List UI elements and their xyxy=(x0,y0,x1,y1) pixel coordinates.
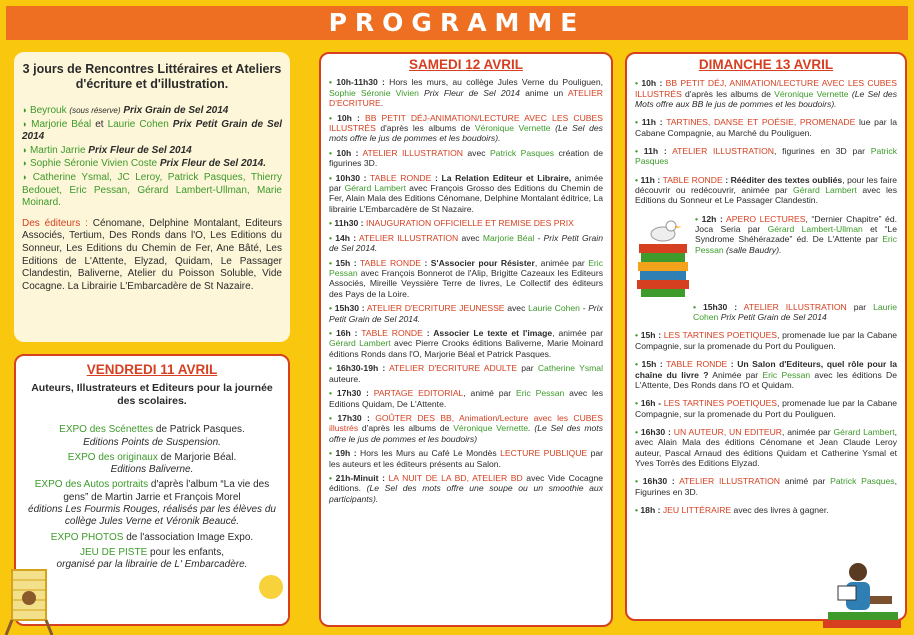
event-text: Eric Pessan xyxy=(515,388,565,399)
event-text: d'après les albums de xyxy=(358,423,454,434)
event-time: 10h : xyxy=(337,112,360,123)
event-text: , promenade lue par la Cabane Compagnie, sur la promenade du Port du Pouliguen. xyxy=(635,330,897,351)
event-item xyxy=(329,148,603,169)
event-time: 19h : xyxy=(335,448,357,459)
arrow-icon: ◗ xyxy=(22,118,32,129)
event-text: ATELIER D'ECRITURE xyxy=(329,87,604,109)
event-text: (Le Sel des mots offre le jus de pommes et les boudoirs). xyxy=(329,122,603,144)
sun-icon xyxy=(256,572,286,602)
expo-text: de Marjorie Béal. xyxy=(160,451,237,463)
event-text: ATELIER ILLUSTRATION xyxy=(679,476,780,487)
author-name: Laurie Cohen xyxy=(107,118,169,130)
event-text: avec xyxy=(462,147,490,158)
author-item xyxy=(22,118,282,144)
author-item xyxy=(22,104,282,118)
arrow-icon: ◗ xyxy=(22,105,30,115)
event-item xyxy=(329,328,603,359)
author-prize: Prix Petit Grain de Sel 2014 xyxy=(22,118,283,143)
event-item xyxy=(635,398,897,419)
event-item xyxy=(635,175,897,206)
event-text: (Le Sel des mots offre une soupe ou un smoothie aux participants). xyxy=(329,483,603,504)
event-text: avec François Grosso des Editions du Chemin de Fer, Alain Mala des Editions Cénomane, Delphine Montalant éditrice, La librairie L'Embarcadère de St Nazaire. xyxy=(329,183,603,214)
vendredi-subtitle: Auteurs, Illustrateurs et Editeurs pour la journée des scolaires. xyxy=(31,382,273,408)
event-text: par xyxy=(517,363,538,374)
event-text: Laurie Cohen xyxy=(528,303,580,314)
event-item xyxy=(695,214,897,290)
event-time: 10h : xyxy=(641,78,663,89)
bullet-icon: • xyxy=(635,174,641,185)
event-text: , animé par xyxy=(463,388,516,399)
author-name: Catherine Ysmal, JC Leroy, Patrick Pasques, Thierry Bedouet, Eric Pessan, Gérard Lambert-Ullman, Marie Moinard. xyxy=(22,171,283,209)
editors-label: Des éditeurs : xyxy=(22,217,88,229)
bullet-icon: • xyxy=(329,77,337,88)
event-text: PARTAGE EDITORIAL xyxy=(373,388,464,399)
bullet-icon: • xyxy=(329,218,335,229)
expo-detail: éditions Les Fourmis Rouges, réalisés par les élèves du collège Jules Verne et Véronik Beaucé. xyxy=(28,504,276,528)
event-time: 15h : xyxy=(335,257,357,268)
event-item xyxy=(329,173,603,214)
bullet-icon: • xyxy=(329,388,337,399)
bullet-icon: • xyxy=(329,147,337,158)
event-text: , avec Alain Mala des éditions Cénomane et Jean Claude Leroy auteur, Pascal Arnaud des éditions Quidam et Catherine Ysmal et Yves Torrès des Editions Elyzad. xyxy=(635,426,897,468)
bullet-icon: • xyxy=(329,363,337,374)
bullet-icon: • xyxy=(635,504,641,515)
event-item xyxy=(329,113,603,144)
bullet-icon: • xyxy=(635,359,642,370)
event-text: auteure. xyxy=(329,373,361,384)
event-time: 15h : xyxy=(640,330,662,341)
bullet-icon: • xyxy=(635,146,644,157)
expo-item xyxy=(22,547,282,572)
editors-list xyxy=(22,218,282,294)
event-text: UN AUTEUR, UN EDITEUR xyxy=(673,426,783,437)
intro-title: 3 jours de Rencontres Littéraires et Ateliers d'écriture et d'illustration. xyxy=(22,62,282,91)
event-text: Animée par xyxy=(708,369,763,380)
author-prize: Prix Fleur de Sel 2014. xyxy=(159,158,267,170)
event-text: Eric Pessan xyxy=(695,234,897,255)
event-time: 11h : xyxy=(641,117,663,128)
expo-item xyxy=(22,452,282,477)
author-name: Beyrouk xyxy=(29,105,67,116)
event-time: 21h-Minuit : xyxy=(335,473,385,484)
arrow-icon: ◗ xyxy=(22,158,30,169)
event-time: 14h : xyxy=(335,232,357,243)
event-text: animé par xyxy=(779,476,831,487)
event-text: avec xyxy=(458,232,483,243)
event-text: INAUGURATION OFFICIELLE ET REMISE DES PRIX xyxy=(365,218,574,229)
event-text: Gérard Lambert xyxy=(344,183,406,193)
event-text: ATELIER D'ECRITURE ADULTE xyxy=(388,363,518,374)
event-item xyxy=(635,302,897,323)
page-title: PROGRAMME xyxy=(6,6,908,40)
samedi-heading: SAMEDI 12 AVRIL xyxy=(408,57,524,72)
event-text: Hors les Murs au Café Le Mondès xyxy=(360,448,501,459)
expo-text: de Patrick Pasques. xyxy=(155,424,245,436)
event-text: Laurie Cohen xyxy=(693,301,897,323)
author-name: Marjorie Béal xyxy=(31,118,92,130)
beach-chair-icon xyxy=(4,560,60,635)
event-item xyxy=(329,258,603,299)
event-item xyxy=(329,388,603,409)
event-text: Eric Pessan xyxy=(329,257,603,278)
event-text: , pour les faire découvrir ou redécouvrir, animée par xyxy=(635,174,897,196)
event-text: . xyxy=(380,98,384,109)
bullet-icon: • xyxy=(329,448,336,459)
event-text: TABLE RONDE xyxy=(662,174,723,185)
samedi-panel xyxy=(319,52,613,627)
event-text: ATELIER ILLUSTRATION xyxy=(358,232,459,243)
event-text: d'après les albums de xyxy=(681,88,775,99)
expo-text: de l'association Image Expo. xyxy=(126,531,254,543)
expo-detail: organisé par la librairie de L' Embarcadère. xyxy=(56,559,248,571)
expo-item xyxy=(22,532,282,544)
event-time: 17h30 : xyxy=(337,413,370,424)
bullet-icon: • xyxy=(695,213,702,224)
event-text: ATELIER ILLUSTRATION xyxy=(743,301,847,312)
event-text: Gérard Lambert xyxy=(329,338,391,349)
event-text: anime un xyxy=(519,87,568,98)
event-text: Patrick Pasques xyxy=(830,476,895,487)
event-text: , Figurines en 3D. xyxy=(635,476,897,497)
intro-panel xyxy=(14,52,290,342)
event-time: 16h : xyxy=(335,328,358,339)
event-text: : Rééditer des textes oubliés xyxy=(722,174,843,185)
event-text: animée par xyxy=(329,172,604,193)
event-text: lue par la Cabane Compagnie, au Marché du Pouliguen. xyxy=(635,117,897,138)
event-item xyxy=(635,330,897,351)
event-text: avec xyxy=(504,303,529,314)
author-item xyxy=(22,157,282,171)
event-time: 10h30 : xyxy=(335,172,367,183)
editors-text: Cénomane, Delphine Montalant, Editeurs Associés, Tertium, Des Ronds dans l'O, Les Editions du Sonneur, Les Editions du Chemin de Fer, Ane Bâté, Les Editions de L'Attente, Elyzad, Quidam, Le Passager Clandestin, Baliverne, Atelier du Poisson Soluble, Vide Cocagne. La Librairie L'Embarcadère de St Nazaire. xyxy=(22,217,282,292)
event-text: BB PETIT DÉJ, ANIMATION/LECTURE AVEC LES CUBES ILLUSTRÉS xyxy=(635,78,898,99)
event-item xyxy=(329,448,603,469)
author-item xyxy=(22,171,282,210)
event-text: avec François Bonnerot de l'Alip, Brigitte Cazeaux les Editeurs Associés, Mireille Veyssière Terre de livres, Le Collectif des éditeurs des Pays de la Loire. xyxy=(329,267,603,299)
expo-detail: Editions Baliverne. xyxy=(110,464,194,476)
vendredi-heading: VENDREDI 11 AVRIL xyxy=(86,362,218,377)
event-item xyxy=(635,359,897,390)
bullet-icon: • xyxy=(329,112,338,123)
event-text: TABLE RONDE xyxy=(359,257,422,268)
event-text: - Prix Petit Grain de Sel 2014. xyxy=(329,232,603,254)
bullet-icon: • xyxy=(635,78,642,89)
event-text: TABLE RONDE xyxy=(666,359,728,370)
event-item xyxy=(329,77,603,108)
event-text: avec Vide Cocagne éditions. xyxy=(329,473,604,494)
event-time: 16h30-19h : xyxy=(336,363,386,374)
bullet-icon: • xyxy=(329,232,336,243)
event-item xyxy=(329,363,603,384)
author-joiner: et xyxy=(95,118,104,130)
event-text: avec les Editions du Sonneur et Le Passager Clandestin. xyxy=(635,185,897,206)
event-text: , figurines en 3D par xyxy=(774,146,871,157)
seagull-on-books-icon xyxy=(635,214,691,298)
event-text: Gérard Lambert xyxy=(793,185,857,196)
expo-text: pour les enfants, xyxy=(150,546,224,558)
arrow-icon: ◗ xyxy=(22,171,33,182)
event-text: Prix Fleur de Sel 2014 xyxy=(418,87,520,98)
event-text: , animée par xyxy=(534,257,589,268)
event-text: , promenade lue par la Cabane Compagnie, sur la promenade du Port du Pouliguen. xyxy=(635,398,897,419)
event-text: GOÛTER DES BB, Animation/Lecture avec les CUBES illustrés xyxy=(329,413,603,434)
event-text: avec les éditions De L'Attente, Des Ronds dans l'O et Quidam. xyxy=(635,369,898,390)
bullet-icon: • xyxy=(635,330,641,341)
event-text: LES TARTINES POETIQUES xyxy=(663,330,778,341)
event-text: Gérard Lambert-Ullman xyxy=(767,224,863,235)
event-time: 11h : xyxy=(640,174,661,185)
event-time: 16h30 : xyxy=(640,426,671,437)
event-item xyxy=(635,146,897,167)
bullet-icon: • xyxy=(635,426,641,437)
event-item xyxy=(635,476,897,497)
event-text: ATELIER ILLUSTRATION xyxy=(672,146,775,157)
event-text: LES TARTINES POETIQUES xyxy=(663,398,778,409)
event-time: 15h30 : xyxy=(334,303,365,314)
bullet-icon: • xyxy=(329,172,336,183)
event-text: Hors les murs, au collège Jules Verne du Pouliguen, xyxy=(389,77,604,88)
event-time: 16h30 : xyxy=(642,476,675,487)
bullet-icon: • xyxy=(329,413,338,424)
event-text: Patrick Pasques xyxy=(489,147,555,158)
event-text: Gérard Lambert xyxy=(833,426,895,437)
event-text: ATELIER D'ECRITURE JEUNESSE xyxy=(366,303,505,314)
event-item xyxy=(635,117,897,138)
author-name: Sophie Séronie Vivien Coste xyxy=(29,158,158,170)
event-text: Catherine Ysmal xyxy=(537,363,603,374)
dimanche-events xyxy=(635,78,897,515)
event-time: 11h30 : xyxy=(334,218,364,229)
event-text: - Prix Petit Grain de Sel 2014. xyxy=(329,303,603,324)
event-text: APERO LECTURES xyxy=(726,213,806,224)
expo-text: d'après l'album “La vie des gens” de Martin Jarrie et François Morel xyxy=(63,479,270,503)
event-text: avec Pierre Crooks éditions Baliverne, Marie Moinard éditions Ronds dans l'O, Marjorie Béal et Patrick Pasques. xyxy=(329,338,603,359)
event-text: : Un Salon d'Editeurs, quel rôle pour la chaîne du livre ? xyxy=(635,359,897,380)
event-text: LECTURE PUBLIQUE xyxy=(500,448,588,459)
event-text: création de figurines 3D. xyxy=(329,147,603,169)
dimanche-heading: DIMANCHE 13 AVRIL xyxy=(698,57,834,72)
bullet-icon: • xyxy=(329,328,336,339)
expo-label: EXPO des Autos portraits xyxy=(34,479,149,491)
event-item xyxy=(329,233,603,254)
event-text: Véronique Vernette xyxy=(474,122,551,133)
event-text: avec les Editions Quidam, De L'Attente. xyxy=(329,388,604,409)
author-prize: Prix Fleur de Sel 2014 xyxy=(88,144,192,156)
author-name: Martin Jarrie xyxy=(29,144,86,156)
expo-item xyxy=(22,479,282,528)
event-text: . (Le Sel des mots offre le jus de pommes et les boudoirs) xyxy=(329,423,603,444)
bullet-icon: • xyxy=(635,476,643,487)
event-text: Eric Pessan xyxy=(762,369,811,380)
bullet-icon: • xyxy=(635,117,642,128)
event-text: JEU LITTÉRAIRE xyxy=(662,504,732,515)
event-time: 15h30 : xyxy=(702,301,738,312)
event-text: Sophie Séronie Vivien xyxy=(329,87,419,98)
event-text: (Le Sel des Mots offre aux BB le jus de pommes et les boudoirs). xyxy=(635,88,897,110)
event-text: par les auteurs et les éditeurs présents au Salon. xyxy=(329,448,603,469)
arrow-icon: ◗ xyxy=(22,144,30,155)
author-prize: Prix Grain de Sel 2014 xyxy=(123,105,229,116)
event-time: 11h : xyxy=(643,146,667,157)
event-text: Marjorie Béal xyxy=(482,232,535,243)
event-time: 16h - xyxy=(640,398,662,409)
event-text: LA NUIT DE LA BD, ATELIER BD xyxy=(388,473,523,484)
event-text: : S'Associer pour Résister xyxy=(421,257,535,268)
event-time: 18h : xyxy=(640,504,661,515)
event-text: Véronique Vernette xyxy=(774,88,849,99)
event-item xyxy=(635,505,897,515)
expo-label: EXPO des originaux xyxy=(67,451,158,463)
event-text: , animée par xyxy=(782,426,834,437)
event-text: , “Dernier Chapitre” éd. Joca Seria par xyxy=(695,213,898,235)
event-text: , animée par xyxy=(552,328,604,339)
event-text: d'après les albums de xyxy=(375,122,475,133)
event-item xyxy=(635,78,897,109)
samedi-events xyxy=(329,77,603,504)
event-text: (salle Baudry). xyxy=(723,244,782,255)
event-time: 15h : xyxy=(641,359,663,370)
bullet-icon: • xyxy=(329,257,336,268)
expo-label: EXPO des Scénettes xyxy=(59,424,154,436)
event-time: 12h : xyxy=(701,213,723,224)
reader-on-books-icon xyxy=(808,552,908,632)
event-item xyxy=(329,303,603,324)
event-text: : La Relation Editeur et Libraire, xyxy=(431,172,572,183)
expo-item xyxy=(22,424,282,449)
event-text: et “Le Syndrome Shéhérazade” éd. De L'Attente par xyxy=(695,224,897,245)
expo-detail: Editions Points de Suspension. xyxy=(83,436,221,448)
event-time: 10h : xyxy=(336,147,359,158)
bullet-icon: • xyxy=(329,473,336,484)
expos-list xyxy=(22,424,282,571)
event-item xyxy=(329,473,603,504)
event-text: Patrick Pasques xyxy=(635,146,897,167)
event-time: 10h-11h30 : xyxy=(336,77,385,88)
event-text: avec des livres à gagner. xyxy=(731,504,829,515)
author-note: (sous réserve) xyxy=(69,106,121,115)
event-text: BB PETIT DÉJ-ANIMATION/LECTURE AVEC LES CUBES ILLUSTRÉS xyxy=(329,112,603,133)
bullet-icon: • xyxy=(693,301,703,312)
event-text: : Associer Le texte et l'image xyxy=(422,328,553,339)
bullet-icon: • xyxy=(329,303,335,314)
authors-list xyxy=(22,104,282,210)
event-item xyxy=(329,218,603,228)
expo-label: JEU DE PISTE xyxy=(80,546,148,558)
event-text: TABLE RONDE xyxy=(370,172,432,183)
expo-label: EXPO PHOTOS xyxy=(50,531,124,543)
event-with-image xyxy=(635,214,897,298)
dimanche-panel xyxy=(625,52,907,621)
event-text: ATELIER ILLUSTRATION xyxy=(362,147,463,158)
event-time: 17h30 : xyxy=(336,388,369,399)
event-item xyxy=(635,427,897,468)
event-text: TABLE RONDE xyxy=(361,328,423,339)
event-text: par xyxy=(846,301,874,312)
event-text: Véronique Vernette xyxy=(453,423,529,434)
event-text: Prix Petit Grain de Sel 2014 xyxy=(718,312,827,323)
bullet-icon: • xyxy=(635,398,641,409)
event-text: TARTINES, DANSE ET POÉSIE, PROMENADE xyxy=(666,117,856,128)
author-item xyxy=(22,144,282,158)
event-item xyxy=(329,413,603,444)
